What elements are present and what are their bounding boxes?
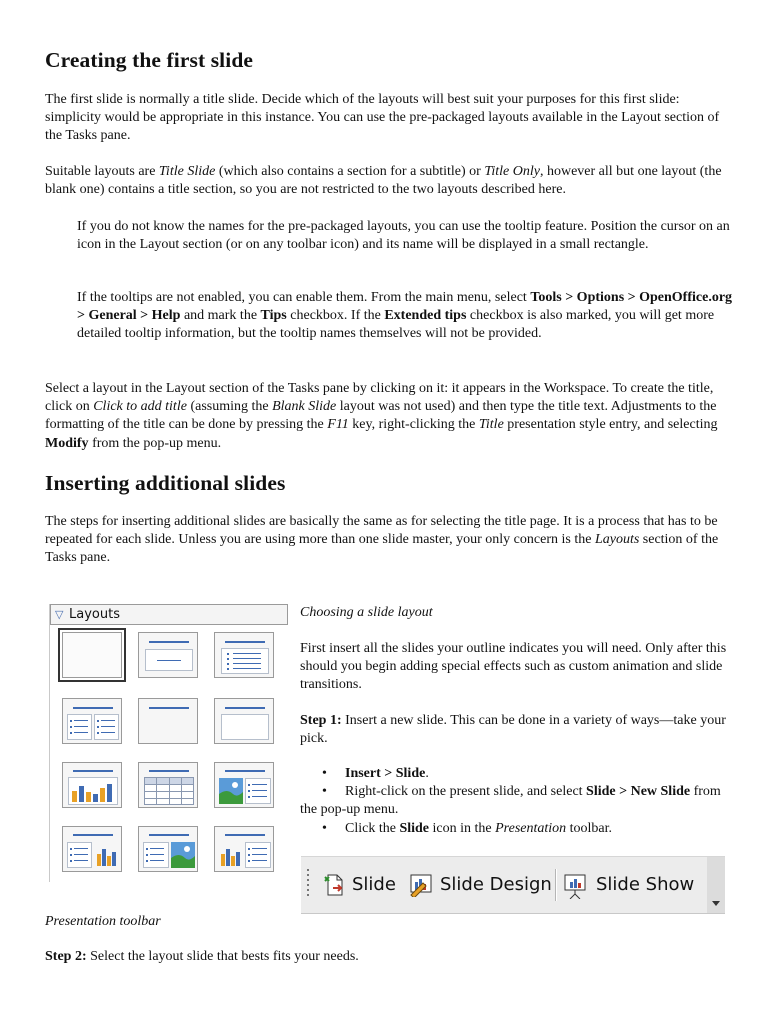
toolbar-grip[interactable] (307, 869, 309, 899)
layout-centered-text[interactable] (214, 698, 274, 744)
table-icon (144, 777, 194, 805)
toolbar-separator (555, 869, 557, 901)
paragraph-insert-all-slides: First insert all the slides your outline indicates you will need. Only after this should you begin adding special effects such as custom animation and slide transitions. (300, 641, 727, 693)
slide-design-button[interactable] (409, 871, 552, 899)
layout-title-content[interactable] (214, 632, 274, 678)
layout-title-slide[interactable] (138, 632, 198, 678)
layout-title-chart-text[interactable] (214, 826, 274, 872)
paragraph-suitable-layouts: Suitable layouts are Title Slide (which also contains a section for a subtitle) or Title Only, however all but one layout (the blank one) contains a title section, so you are not restricted to the two layouts described here. (45, 164, 722, 198)
layout-title-chart[interactable] (62, 762, 122, 808)
new-slide-icon (323, 873, 347, 897)
insert-methods-list (300, 765, 730, 838)
note-enable-tooltips: If the tooltips are not enabled, you can enable them. From the main menu, select Tools > Options > OpenOffice.org > General > Help and mark the Tips checkbox. If the Extended tips checkbox is also marked, you will get more detailed tooltip information, but the tooltip names themselves will not be provided. (77, 290, 733, 342)
caption-choosing-layout: Choosing a slide layout (300, 605, 433, 620)
list-item: • Insert > Slide. (300, 765, 730, 783)
slide-label: Slide (352, 874, 396, 895)
caption-presentation-toolbar: Presentation toolbar (45, 914, 161, 929)
layout-title-2-content[interactable] (62, 698, 122, 744)
layout-title-only[interactable] (138, 698, 198, 744)
layout-blank-slide[interactable] (62, 632, 122, 678)
paragraph-step1: Step 1: Insert a new slide. This can be done in a variety of ways—take your pick. (300, 713, 726, 747)
heading-inserting-additional-slides: Inserting additional slides (45, 471, 286, 495)
paragraph-select-layout: Select a layout in the Layout section of the Tasks pane by clicking on it: it appears in the Workspace. To create the title, click on Click to add title (assuming the Blank Slide layout was not used) and then type the title text. Adjustments to the formatting of the title can be done by pressing the F11 key, right-clicking the Title presentation style entry, and selecting Modify from the pop-up menu. (45, 381, 718, 451)
bar-chart-icon (220, 846, 242, 866)
layouts-panel (49, 604, 287, 882)
dropdown-arrow-icon (712, 901, 720, 906)
image-icon (219, 778, 243, 804)
slide-show-label: Slide Show (596, 874, 695, 895)
slide-show-icon (563, 873, 589, 899)
layout-title-text-clipart[interactable] (138, 826, 198, 872)
layout-title-clipart-text[interactable] (214, 762, 274, 808)
collapse-triangle-icon[interactable]: ▽ (55, 608, 64, 621)
note-tooltip-feature: If you do not know the names for the pre-packaged layouts, you can use the tooltip feature. Position the cursor on an icon in the Layout section (or on any toolbar icon) and its name will be displayed in a small rectangle. (77, 219, 730, 253)
list-item: • Right-click on the present slide, and select Slide > New Slide from the pop-up menu. (300, 783, 730, 819)
paragraph-step2: Step 2: Select the layout slide that bests fits your needs. (45, 949, 359, 964)
slide-button[interactable] (323, 871, 395, 899)
presentation-toolbar (301, 856, 725, 914)
slide-design-icon (409, 873, 435, 897)
paragraph-first-slide: The first slide is normally a title slide. Decide which of the layouts will best suit your purposes for this first slide: simplicity would be appropriate in this instance. You can use the pre-packaged layouts available in the Layout section of the Tasks pane. (45, 92, 720, 144)
toolbar-overflow-button[interactable] (707, 857, 725, 913)
slide-design-label: Slide Design (440, 874, 552, 895)
layout-title-text-chart[interactable] (62, 826, 122, 872)
bar-chart-icon (96, 846, 118, 866)
image-icon (171, 842, 195, 868)
bar-chart-icon (71, 781, 115, 803)
layouts-panel-header[interactable] (50, 604, 288, 625)
slide-show-button[interactable] (563, 871, 695, 899)
layout-title-table[interactable] (138, 762, 198, 808)
paragraph-inserting-steps: The steps for inserting additional slides are basically the same as for selecting the title page. It is a process that has to be repeated for each slide. Unless you are using more than one slide master, your only concern is the Layouts section of the Tasks pane. (45, 514, 719, 566)
list-item: • Click the Slide icon in the Presentation toolbar. (300, 820, 730, 838)
heading-creating-first-slide: Creating the first slide (45, 48, 254, 72)
layouts-panel-title: Layouts (69, 607, 120, 622)
